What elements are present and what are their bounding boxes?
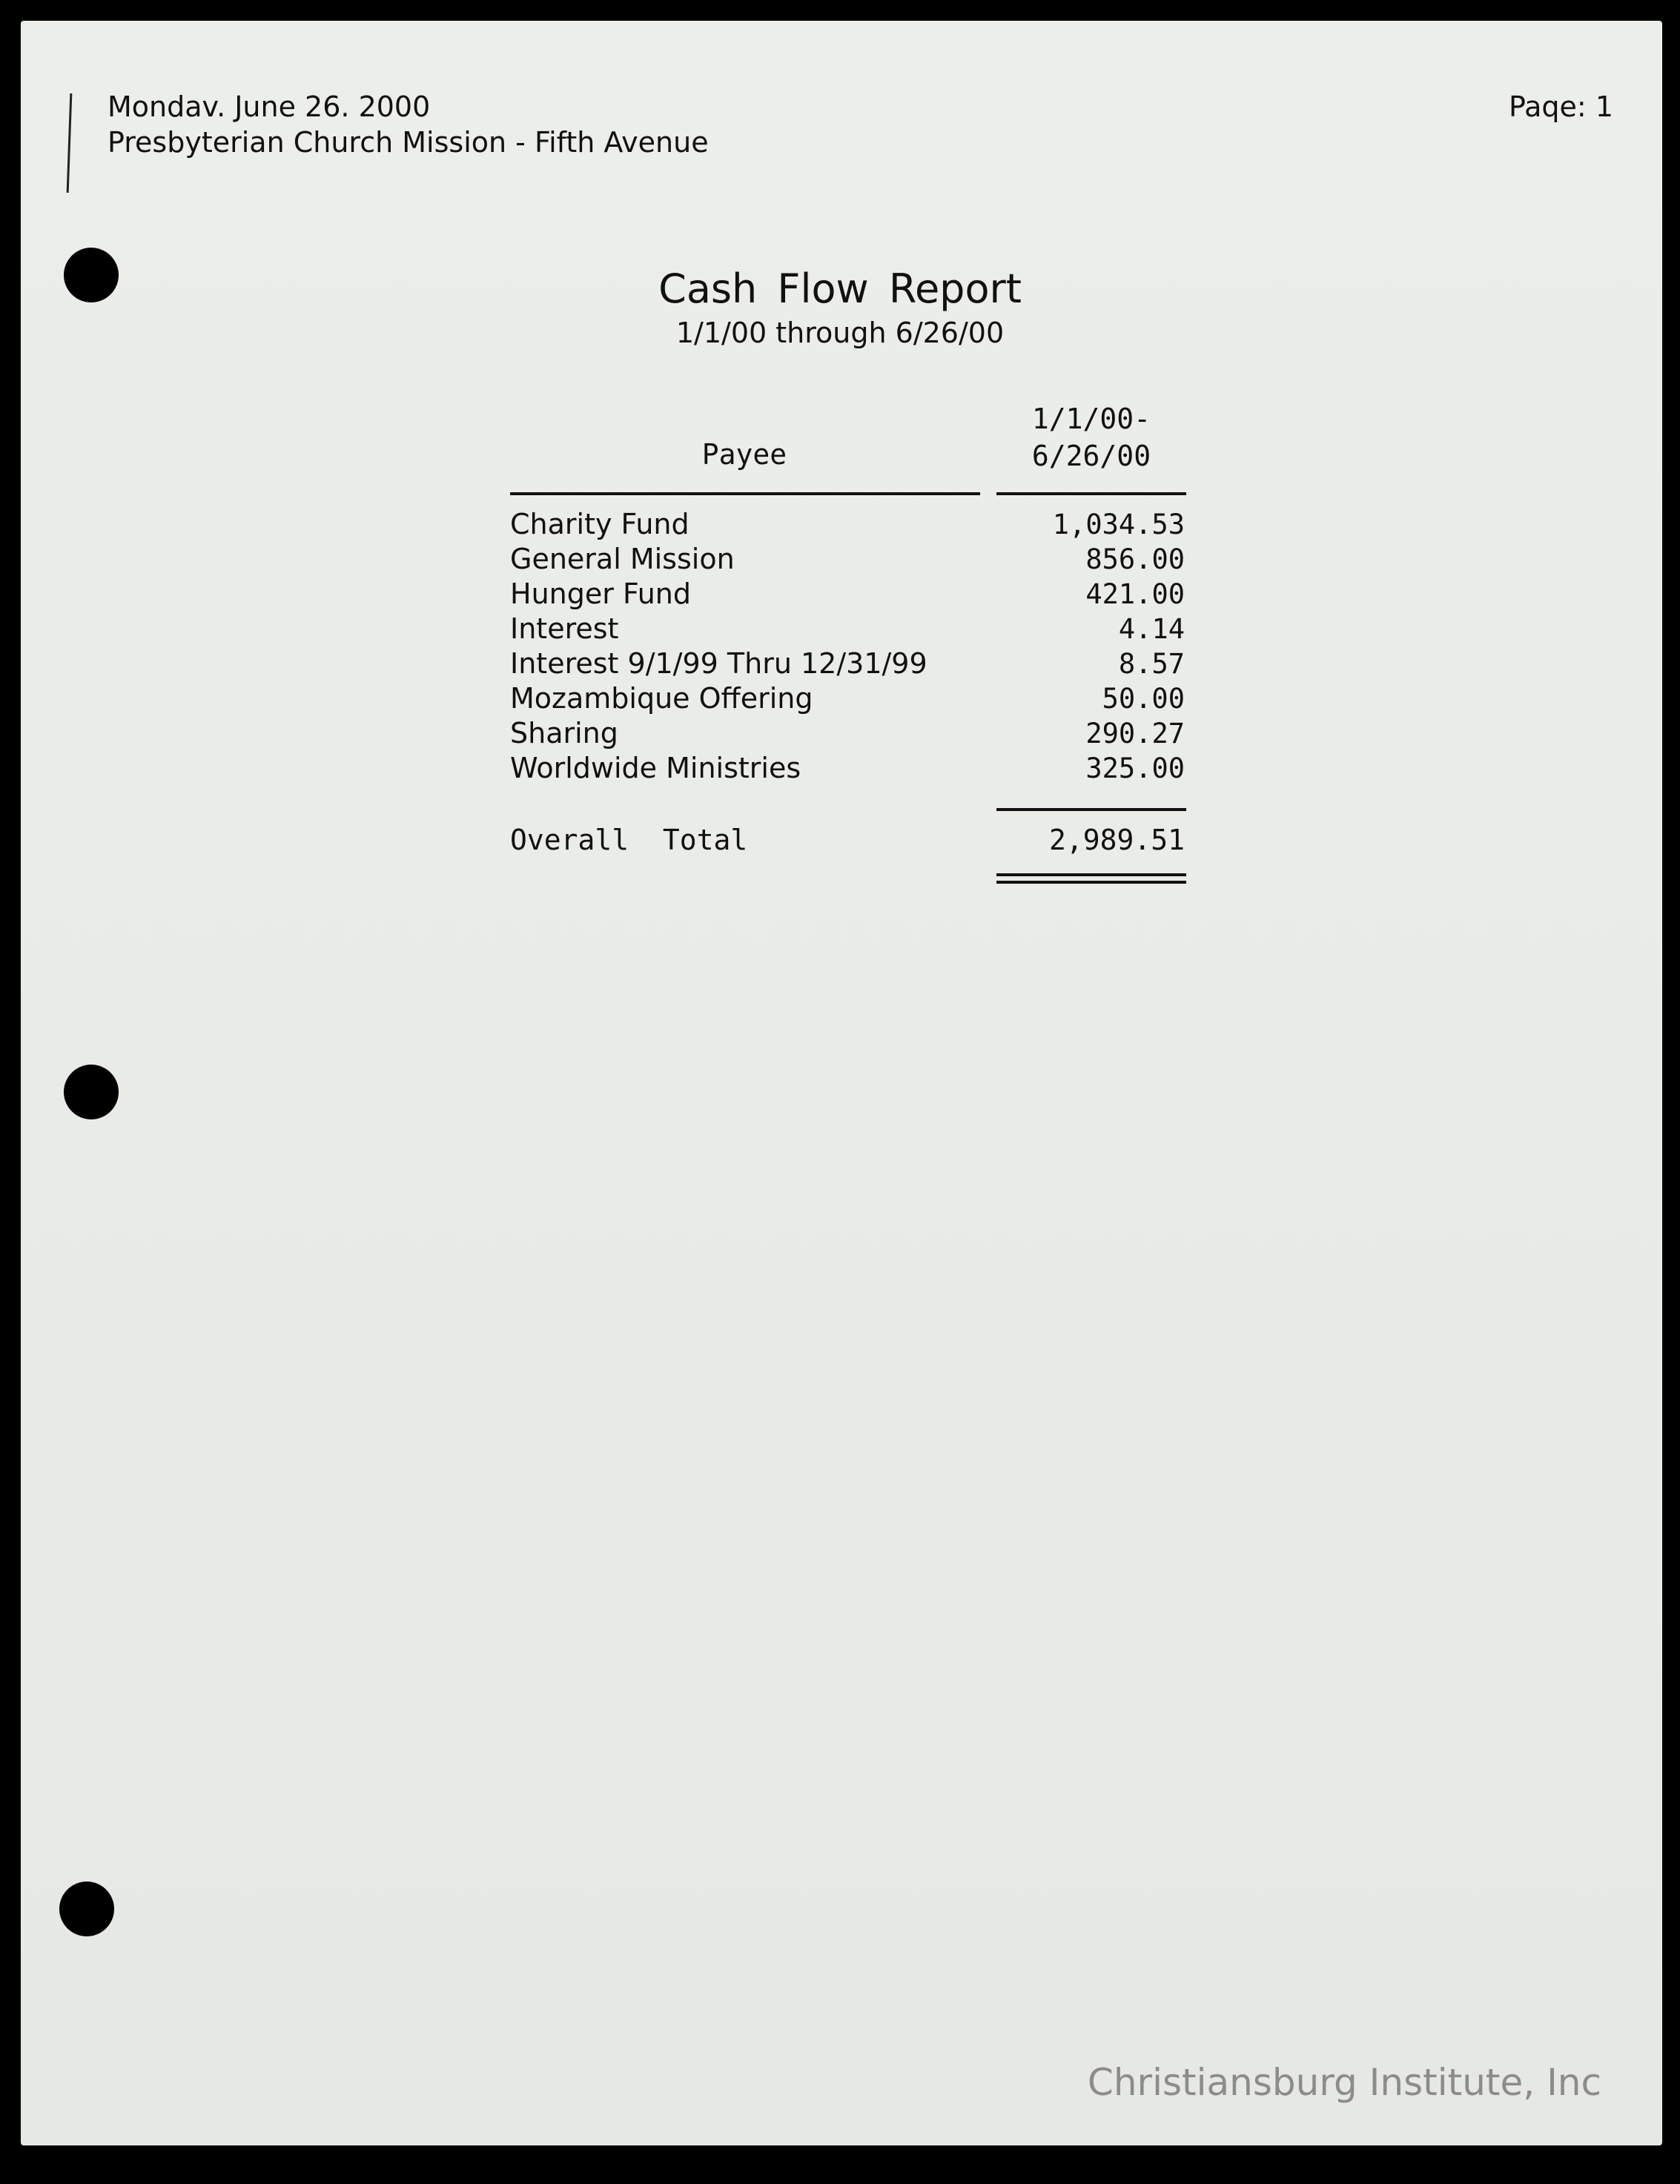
amount-cell: 50.00 [1102, 683, 1185, 715]
cash-flow-table [510, 507, 1186, 786]
organization-name: Presbyterian Church Mission - Fifth Avenue [108, 126, 709, 159]
amount-cell: 856.00 [1085, 543, 1185, 575]
page-number: Paqe: 1 [1508, 90, 1613, 123]
amount-cell: 290.27 [1085, 718, 1185, 749]
column-header-period-line2: 6/26/00 [1031, 440, 1151, 472]
punch-hole [64, 1065, 119, 1119]
amount-cell: 421.00 [1085, 578, 1185, 610]
column-header-period [996, 400, 1186, 474]
payee-cell: Interest [510, 612, 619, 645]
payee-cell: General Mission [510, 543, 735, 575]
amount-cell: 325.00 [1085, 752, 1185, 784]
header-rule-amount [996, 492, 1186, 495]
payee-cell: Charity Fund [510, 508, 689, 540]
column-header-payee: Payee [701, 438, 787, 471]
total-double-rule-bottom [996, 881, 1186, 884]
payee-cell: Hunger Fund [510, 578, 692, 610]
amount-cell: 1,034.53 [1052, 509, 1185, 540]
amount-cell: 4.14 [1118, 613, 1185, 645]
table-row [510, 751, 1186, 786]
amount-cell: 8.57 [1118, 648, 1185, 680]
report-date: Mondav. June 26. 2000 [108, 90, 431, 123]
table-row [510, 542, 1186, 577]
total-double-rule-top [996, 873, 1186, 876]
payee-cell: Interest 9/1/99 Thru 12/31/99 [510, 647, 927, 680]
table-row [510, 681, 1186, 716]
punch-hole [59, 1882, 114, 1936]
report-title: Cash Flow Report [658, 265, 1022, 312]
report-date-range: 1/1/00 through 6/26/00 [675, 317, 1005, 349]
table-row [510, 507, 1186, 542]
column-header-period-line1: 1/1/00- [1031, 403, 1151, 435]
payee-cell: Mozambique Offering [510, 682, 813, 715]
subtotal-rule [996, 808, 1186, 811]
table-row [510, 646, 1186, 681]
archive-watermark: Christiansburg Institute, Inc [1087, 2061, 1601, 2104]
table-row [510, 577, 1186, 612]
payee-cell: Worldwide Ministries [510, 752, 801, 784]
overall-total-label: Overall Total [510, 824, 748, 856]
table-row [510, 612, 1186, 646]
payee-cell: Sharing [510, 717, 618, 749]
table-row [510, 716, 1186, 751]
header-rule-payee [510, 492, 980, 495]
overall-total-value: 2,989.51 [1048, 824, 1185, 856]
